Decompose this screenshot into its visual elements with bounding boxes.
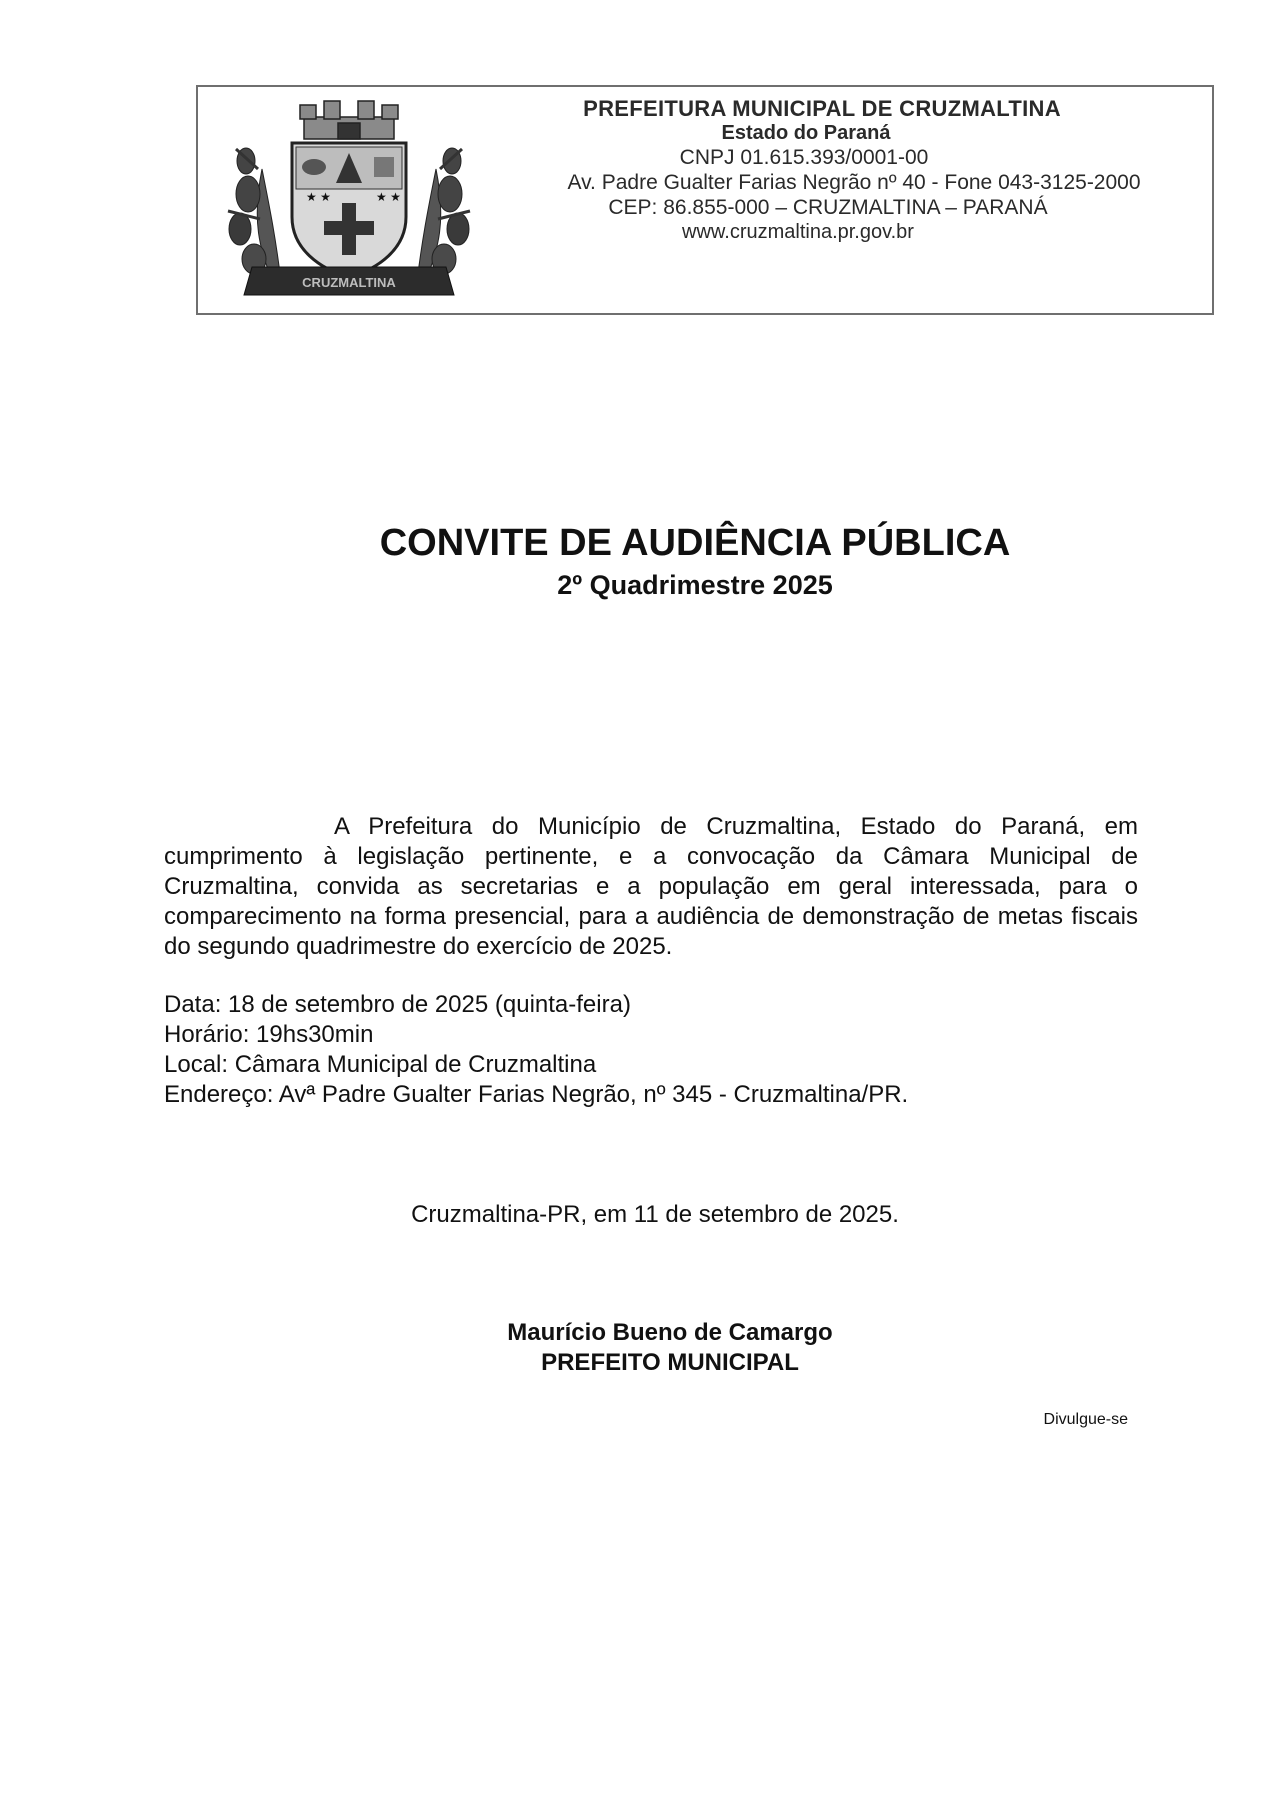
event-details xyxy=(164,990,908,1110)
document-subtitle: 2º Quadrimestre 2025 xyxy=(557,570,833,600)
signer-name: Maurício Bueno de Camargo xyxy=(507,1319,833,1346)
municipality-name: PREFEITURA MUNICIPAL DE CRUZMALTINA xyxy=(583,96,1061,121)
website: www.cruzmaltina.pr.gov.br xyxy=(682,221,914,243)
letterhead-address: Av. Padre Gualter Farias Negrão nº 40 - Fone 043-3125-2000 xyxy=(567,171,1141,194)
cnpj: CNPJ 01.615.393/0001-00 xyxy=(679,146,929,169)
svg-text:CRUZMALTINA: CRUZMALTINA xyxy=(302,275,396,290)
event-address: Endereço: Avª Padre Gualter Farias Negrão, nº 345 - Cruzmaltina/PR. xyxy=(164,1081,909,1108)
svg-text:★ ★: ★ ★ xyxy=(376,190,401,204)
signature-block xyxy=(0,1318,1280,1378)
footer-note: Divulgue-se xyxy=(1043,1411,1128,1428)
letterhead-cep: CEP: 86.855-000 – CRUZMALTINA – PARANÁ xyxy=(608,196,1048,219)
event-date: Data: 18 de setembro de 2025 (quinta-feira) xyxy=(164,991,631,1018)
title-block xyxy=(0,520,1280,602)
state-name: Estado do Paraná xyxy=(721,122,891,144)
event-time: Horário: 19hs30min xyxy=(164,1021,374,1048)
invitation-body xyxy=(164,812,1138,962)
document-title: CONVITE DE AUDIÊNCIA PÚBLICA xyxy=(379,522,1011,564)
place-and-date: Cruzmaltina-PR, em 11 de setembro de 2025. xyxy=(411,1201,899,1228)
event-location: Local: Câmara Municipal de Cruzmaltina xyxy=(164,1051,597,1078)
signer-role: PREFEITO MUNICIPAL xyxy=(541,1349,799,1376)
letterhead xyxy=(196,85,1214,315)
svg-text:★ ★: ★ ★ xyxy=(306,190,331,204)
invitation-text: A Prefeitura do Município de Cruzmaltina, Estado do Paraná, em cumprimento à legislação pertinente, e a convocação da Câmara Municipal de Cruzmaltina, convida as secretarias e a população em geral interessada, para o comparecimento na forma presencial, para a audiência de demonstração de metas fiscais do segundo quadrimestre do exercício de 2025. xyxy=(164,813,1138,960)
letterhead-text xyxy=(460,97,1200,245)
